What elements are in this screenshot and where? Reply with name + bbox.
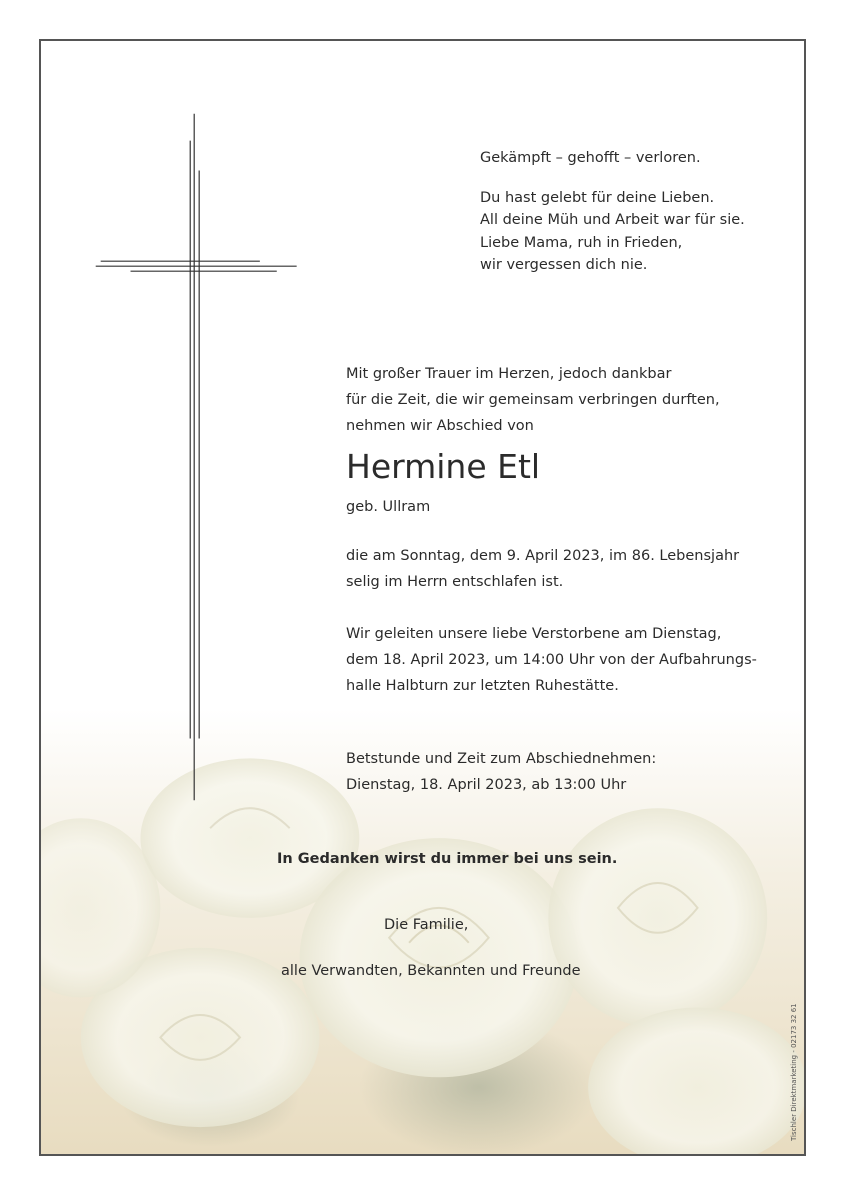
motto-verse (480, 147, 745, 277)
motto-line: wir vergessen dich nie. (480, 257, 648, 273)
death-text (346, 543, 739, 595)
deceased-name: Hermine Etl (346, 447, 541, 486)
funeral-line: dem 18. April 2023, um 14:00 Uhr von der Aufbahrungs- (346, 652, 757, 668)
death-line: selig im Herrn entschlafen ist. (346, 574, 564, 590)
death-line: die am Sonntag, dem 9. April 2023, im 86. Lebensjahr (346, 548, 740, 564)
motto-line: Liebe Mama, ruh in Frieden, (480, 234, 683, 251)
motto-line: Gekämpft – gehofft – verloren. (480, 150, 701, 166)
motto-line: All deine Müh und Arbeit war für sie. (480, 212, 745, 228)
birth-name: geb. Ullram (346, 499, 431, 515)
prayer-line: Betstunde und Zeit zum Abschiednehmen: (346, 751, 657, 767)
intro-text (346, 361, 720, 439)
prayer-line: Dienstag, 18. April 2023, ab 13:00 Uhr (346, 777, 627, 793)
funeral-line: Wir geleiten unsere liebe Verstorbene am Dienstag, (346, 626, 722, 642)
parte-frame (39, 39, 806, 1156)
intro-line: nehmen wir Abschied von (346, 418, 534, 434)
relatives-line: alle Verwandten, Bekannten und Freunde (281, 963, 581, 979)
family-line: Die Familie, (384, 917, 469, 933)
funeral-line: halle Halbturn zur letzten Ruhestätte. (346, 678, 619, 694)
intro-line: Mit großer Trauer im Herzen, jedoch dankbar (346, 366, 672, 382)
printer-credit: Tischler Direktmarketing - 02173 32 61 (790, 1003, 798, 1141)
closing-line: In Gedanken wirst du immer bei uns sein. (277, 851, 618, 867)
prayer-text (346, 746, 656, 798)
motto-line: Du hast gelebt für deine Lieben. (480, 189, 715, 206)
intro-line: für die Zeit, die wir gemeinsam verbringen durften, (346, 392, 720, 408)
funeral-text (346, 621, 757, 699)
